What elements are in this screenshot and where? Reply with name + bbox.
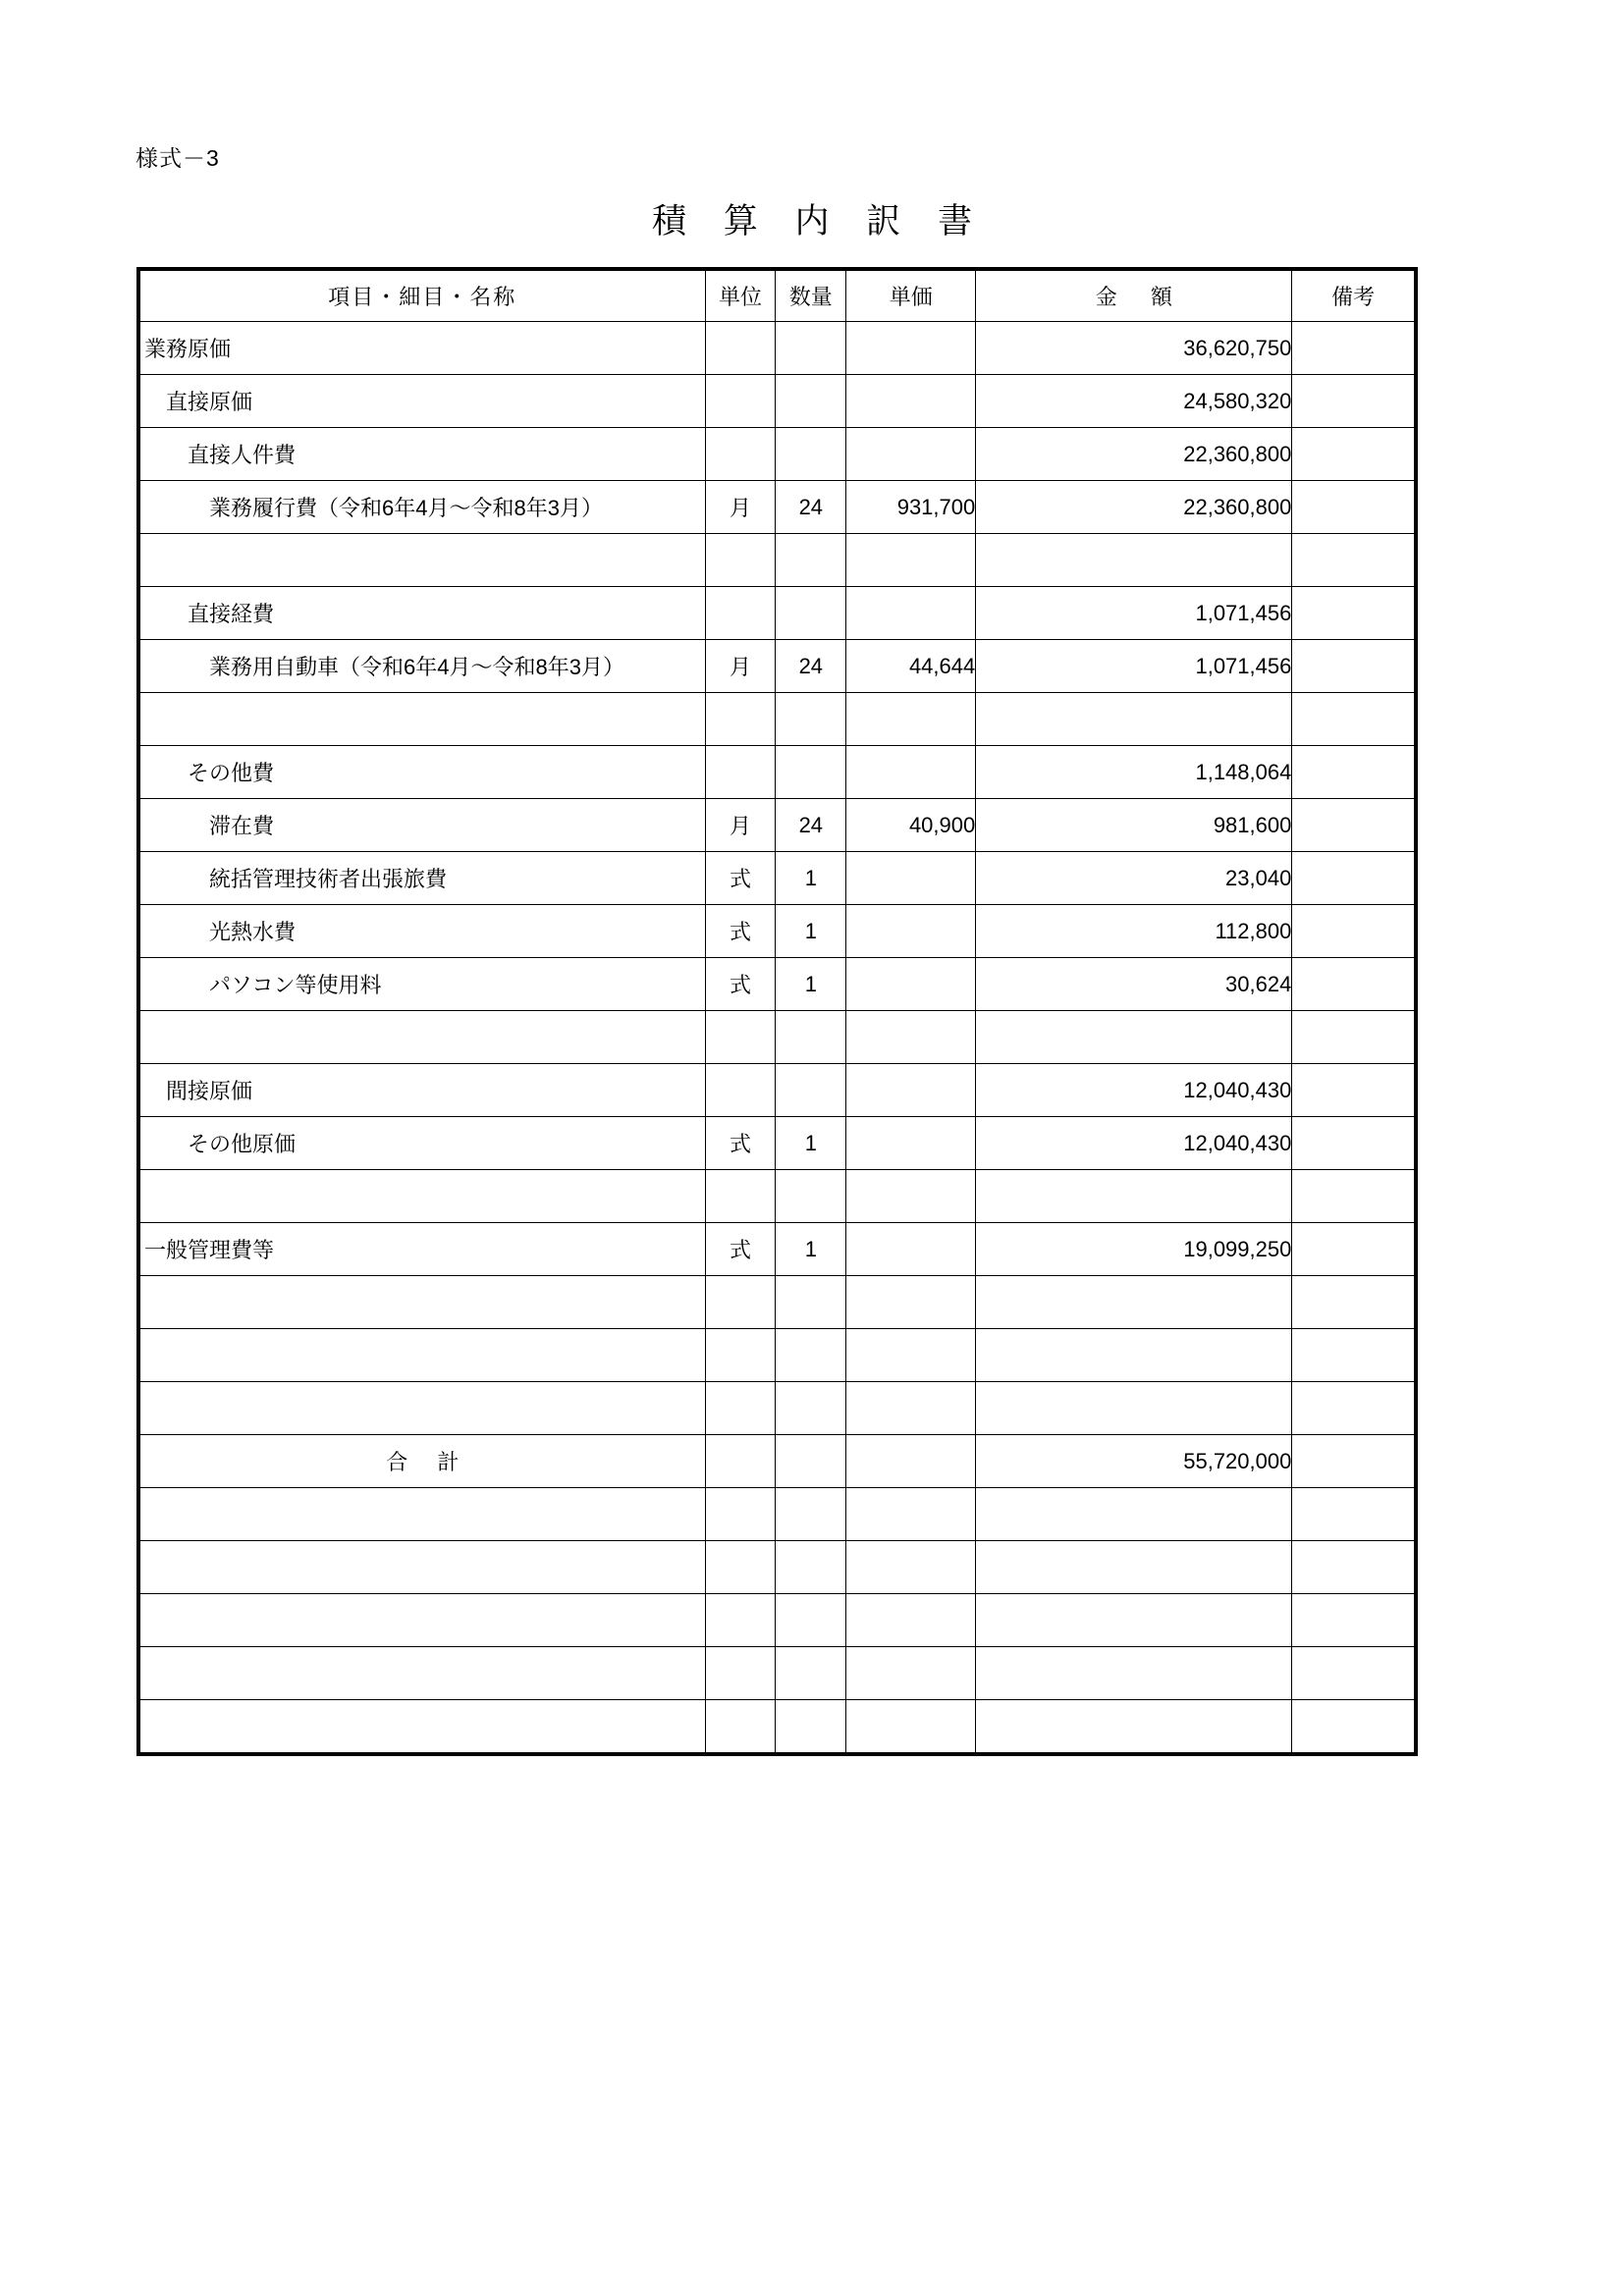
- cell-note: [1292, 1488, 1415, 1541]
- cell-item-name: 滞在費: [140, 799, 706, 852]
- cell-unit: [705, 534, 776, 587]
- cell-unit-price: [846, 322, 976, 375]
- cell-item-name: [140, 1700, 706, 1753]
- cell-item-name: [140, 1647, 706, 1700]
- table-row: [140, 852, 1415, 905]
- estimate-table-container: [136, 267, 1418, 1756]
- table-row: [140, 958, 1415, 1011]
- cell-unit: [705, 1170, 776, 1223]
- cell-unit: [705, 1435, 776, 1488]
- cell-item-name: 直接人件費: [140, 428, 706, 481]
- cell-note: [1292, 693, 1415, 746]
- cell-quantity: [776, 1276, 846, 1329]
- cell-note: [1292, 1435, 1415, 1488]
- cell-quantity: [776, 693, 846, 746]
- cell-quantity: [776, 534, 846, 587]
- table-row: [140, 746, 1415, 799]
- cell-item-name: 合 計: [140, 1435, 706, 1488]
- cell-item-name: その他費: [140, 746, 706, 799]
- cell-quantity: [776, 1647, 846, 1700]
- cell-note: [1292, 1276, 1415, 1329]
- cell-unit-price: [846, 1541, 976, 1594]
- cell-item-name: 業務原価: [140, 322, 706, 375]
- table-row: [140, 375, 1415, 428]
- cell-amount: 12,040,430: [976, 1064, 1292, 1117]
- cell-quantity: [776, 1435, 846, 1488]
- cell-unit: [705, 1064, 776, 1117]
- table-row: [140, 322, 1415, 375]
- cell-item-name: [140, 1011, 706, 1064]
- cell-quantity: [776, 428, 846, 481]
- cell-unit-price: [846, 587, 976, 640]
- cell-note: [1292, 481, 1415, 534]
- cell-item-name: [140, 1170, 706, 1223]
- form-number: 様式－3: [135, 145, 220, 171]
- cell-quantity: [776, 1170, 846, 1223]
- cell-unit-price: [846, 1435, 976, 1488]
- cell-quantity: [776, 746, 846, 799]
- cell-amount: 12,040,430: [976, 1117, 1292, 1170]
- cell-note: [1292, 534, 1415, 587]
- cell-unit-price: [846, 1064, 976, 1117]
- cell-note: [1292, 428, 1415, 481]
- cell-unit-price: [846, 1647, 976, 1700]
- cell-item-name: 光熱水費: [140, 905, 706, 958]
- cell-note: [1292, 640, 1415, 693]
- cell-unit-price: [846, 1223, 976, 1276]
- column-header-note: 備考: [1292, 271, 1415, 322]
- table-row: [140, 1064, 1415, 1117]
- cell-unit-price: [846, 1276, 976, 1329]
- cell-amount: 22,360,800: [976, 428, 1292, 481]
- cell-unit: [705, 746, 776, 799]
- cell-item-name: 一般管理費等: [140, 1223, 706, 1276]
- cell-unit-price: [846, 1170, 976, 1223]
- cell-item-name: 統括管理技術者出張旅費: [140, 852, 706, 905]
- cell-amount: [976, 534, 1292, 587]
- cell-unit: 式: [705, 852, 776, 905]
- column-header-quantity: 数量: [776, 271, 846, 322]
- cell-quantity: [776, 587, 846, 640]
- cell-quantity: 1: [776, 905, 846, 958]
- cell-unit: [705, 322, 776, 375]
- column-header-name: 項目・細目・名称: [140, 271, 706, 322]
- cell-quantity: 1: [776, 1223, 846, 1276]
- cell-note: [1292, 375, 1415, 428]
- cell-quantity: [776, 322, 846, 375]
- table-row: [140, 1170, 1415, 1223]
- cell-unit: 式: [705, 1117, 776, 1170]
- cell-quantity: [776, 1594, 846, 1647]
- cell-unit: [705, 693, 776, 746]
- cell-unit: 式: [705, 1223, 776, 1276]
- cell-item-name: 直接原価: [140, 375, 706, 428]
- cell-amount: [976, 1170, 1292, 1223]
- column-header-amount: 金 額: [976, 271, 1292, 322]
- cell-quantity: 24: [776, 799, 846, 852]
- table-row: [140, 799, 1415, 852]
- cell-quantity: 1: [776, 852, 846, 905]
- table-row: [140, 1117, 1415, 1170]
- cell-unit: [705, 1276, 776, 1329]
- cell-note: [1292, 746, 1415, 799]
- cell-unit-price: [846, 746, 976, 799]
- cell-item-name: 業務用自動車（令和6年4月～令和8年3月）: [140, 640, 706, 693]
- cell-unit: 月: [705, 799, 776, 852]
- cell-item-name: その他原価: [140, 1117, 706, 1170]
- table-row: [140, 1488, 1415, 1541]
- cell-item-name: [140, 1488, 706, 1541]
- cell-unit-price: [846, 1488, 976, 1541]
- column-header-unit: 単位: [705, 271, 776, 322]
- cell-amount: 112,800: [976, 905, 1292, 958]
- cell-unit-price: 40,900: [846, 799, 976, 852]
- cell-quantity: [776, 1488, 846, 1541]
- cell-quantity: 1: [776, 1117, 846, 1170]
- cell-amount: [976, 1488, 1292, 1541]
- cell-note: [1292, 799, 1415, 852]
- cell-amount: [976, 1329, 1292, 1382]
- cell-unit-price: [846, 1700, 976, 1753]
- cell-amount: [976, 1647, 1292, 1700]
- cell-amount: 981,600: [976, 799, 1292, 852]
- cell-amount: [976, 1382, 1292, 1435]
- cell-unit: [705, 1594, 776, 1647]
- table-row: [140, 1647, 1415, 1700]
- column-header-unit-price: 単価: [846, 271, 976, 322]
- cell-unit: 式: [705, 958, 776, 1011]
- cell-note: [1292, 1594, 1415, 1647]
- table-row: [140, 534, 1415, 587]
- table-row: [140, 1223, 1415, 1276]
- page-title: 積 算 内 訳 書: [652, 202, 986, 240]
- table-header-row: [140, 271, 1415, 322]
- cell-unit-price: [846, 428, 976, 481]
- cell-unit: 月: [705, 640, 776, 693]
- cell-amount: [976, 693, 1292, 746]
- cell-note: [1292, 905, 1415, 958]
- table-row: [140, 481, 1415, 534]
- cell-item-name: [140, 1541, 706, 1594]
- cell-quantity: [776, 375, 846, 428]
- table-row: [140, 587, 1415, 640]
- cell-note: [1292, 1064, 1415, 1117]
- cell-unit-price: [846, 1382, 976, 1435]
- cell-note: [1292, 1223, 1415, 1276]
- cell-unit: [705, 428, 776, 481]
- cell-amount: [976, 1700, 1292, 1753]
- table-row: [140, 1329, 1415, 1382]
- table-row: [140, 1541, 1415, 1594]
- cell-quantity: 1: [776, 958, 846, 1011]
- cell-amount: 1,071,456: [976, 587, 1292, 640]
- cell-item-name: パソコン等使用料: [140, 958, 706, 1011]
- cell-note: [1292, 1700, 1415, 1753]
- cell-unit: [705, 1329, 776, 1382]
- cell-quantity: [776, 1700, 846, 1753]
- cell-unit: [705, 587, 776, 640]
- cell-unit: 月: [705, 481, 776, 534]
- cell-unit: [705, 1011, 776, 1064]
- cell-quantity: [776, 1382, 846, 1435]
- cell-item-name: [140, 1276, 706, 1329]
- cell-unit: [705, 1647, 776, 1700]
- cell-amount: 55,720,000: [976, 1435, 1292, 1488]
- cell-amount: 36,620,750: [976, 322, 1292, 375]
- cell-note: [1292, 1329, 1415, 1382]
- cell-unit-price: [846, 1329, 976, 1382]
- cell-item-name: [140, 1594, 706, 1647]
- cell-item-name: 業務履行費（令和6年4月～令和8年3月）: [140, 481, 706, 534]
- cell-unit-price: [846, 375, 976, 428]
- cell-amount: 1,148,064: [976, 746, 1292, 799]
- cell-unit-price: [846, 1594, 976, 1647]
- table-row: [140, 693, 1415, 746]
- cell-unit: [705, 1488, 776, 1541]
- cell-note: [1292, 1011, 1415, 1064]
- cell-quantity: 24: [776, 640, 846, 693]
- cell-note: [1292, 958, 1415, 1011]
- cell-note: [1292, 1117, 1415, 1170]
- cell-amount: 24,580,320: [976, 375, 1292, 428]
- cell-unit-price: [846, 1011, 976, 1064]
- estimate-table: [139, 270, 1415, 1753]
- cell-quantity: 24: [776, 481, 846, 534]
- cell-amount: 23,040: [976, 852, 1292, 905]
- cell-quantity: [776, 1011, 846, 1064]
- cell-unit-price: [846, 905, 976, 958]
- cell-quantity: [776, 1064, 846, 1117]
- table-row: [140, 1700, 1415, 1753]
- cell-quantity: [776, 1541, 846, 1594]
- cell-note: [1292, 852, 1415, 905]
- cell-note: [1292, 1647, 1415, 1700]
- cell-item-name: [140, 1382, 706, 1435]
- cell-unit: [705, 1541, 776, 1594]
- cell-item-name: [140, 534, 706, 587]
- cell-unit-price: [846, 852, 976, 905]
- cell-unit-price: [846, 1117, 976, 1170]
- cell-note: [1292, 322, 1415, 375]
- cell-amount: 30,624: [976, 958, 1292, 1011]
- cell-note: [1292, 1170, 1415, 1223]
- table-row: [140, 428, 1415, 481]
- cell-amount: 19,099,250: [976, 1223, 1292, 1276]
- cell-amount: [976, 1594, 1292, 1647]
- cell-note: [1292, 587, 1415, 640]
- cell-unit: 式: [705, 905, 776, 958]
- cell-unit-price: [846, 958, 976, 1011]
- cell-item-name: 間接原価: [140, 1064, 706, 1117]
- cell-note: [1292, 1382, 1415, 1435]
- cell-unit-price: [846, 693, 976, 746]
- cell-amount: [976, 1276, 1292, 1329]
- cell-amount: [976, 1011, 1292, 1064]
- cell-item-name: 直接経費: [140, 587, 706, 640]
- cell-unit-price: [846, 534, 976, 587]
- cell-unit-price: 44,644: [846, 640, 976, 693]
- cell-quantity: [776, 1329, 846, 1382]
- table-row: [140, 1011, 1415, 1064]
- cell-amount: 22,360,800: [976, 481, 1292, 534]
- cell-amount: 1,071,456: [976, 640, 1292, 693]
- table-body: [140, 322, 1415, 1753]
- table-row: [140, 905, 1415, 958]
- cell-unit: [705, 375, 776, 428]
- cell-note: [1292, 1541, 1415, 1594]
- table-row: [140, 1382, 1415, 1435]
- cell-item-name: [140, 693, 706, 746]
- table-row: [140, 1594, 1415, 1647]
- cell-unit: [705, 1382, 776, 1435]
- cell-unit-price: 931,700: [846, 481, 976, 534]
- table-row: [140, 1435, 1415, 1488]
- table-row: [140, 1276, 1415, 1329]
- table-row: [140, 640, 1415, 693]
- cell-item-name: [140, 1329, 706, 1382]
- cell-unit: [705, 1700, 776, 1753]
- cell-amount: [976, 1541, 1292, 1594]
